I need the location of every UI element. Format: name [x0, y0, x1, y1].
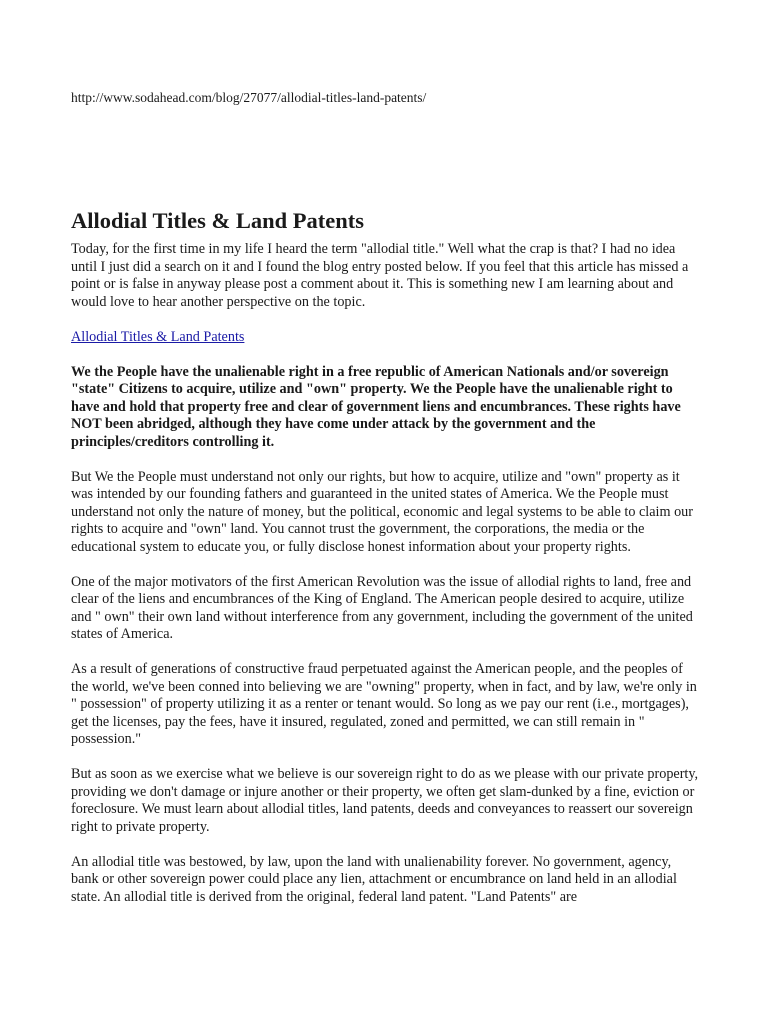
- body-paragraph-3: As a result of generations of constructive fraud perpetuated against the American people, and the peoples of the world, we've been conned into believing we are "owning" property, when in fact, and by law, we're only in " possession" of property utilizing it as a renter or tenant would. So long as we pay our rent (i.e., mortgages), get the licenses, pay the fees, have it insured, regulated, zoned and permitted, we can still remain in " possession.": [71, 661, 697, 747]
- article-link[interactable]: Allodial Titles & Land Patents: [71, 328, 245, 345]
- article-title: Allodial Titles & Land Patents: [71, 208, 364, 233]
- body-paragraph-1: But We the People must understand not only our rights, but how to acquire, utilize and "own" property as it was intended by our founding fathers and guaranteed in the united states of America. We the People must understand not only the nature of money, but the political, economic and legal systems to be able to claim our rights to acquire and "own" land. You cannot trust the government, the corporations, the media or the educational system to educate you, or fully disclose honest information about your property rights.: [71, 468, 693, 555]
- source-url: http://www.sodahead.com/blog/27077/allodial-titles-land-patents/: [71, 90, 427, 105]
- body-paragraph-5: An allodial title was bestowed, by law, upon the land with unalienability forever. No government, agency, bank or other sovereign power could place any lien, attachment or encumbrance on land held in an allodial state. An allodial title is derived from the original, federal land patent. "Land Patents" are: [71, 853, 677, 905]
- body-paragraph-2: One of the major motivators of the first American Revolution was the issue of allodial rights to land, free and clear of the liens and encumbrances of the King of England. The American people desired to acquire, utilize and " own" their own land without interference from any government, including the government of the united states of America.: [71, 573, 693, 642]
- body-paragraph-4: But as soon as we exercise what we believe is our sovereign right to do as we please with our private property, providing we don't damage or injure another or their property, we often get slam-dunked by a fine, eviction or foreclosure. We must learn about allodial titles, land patents, deeds and conveyances to reassert our sovereign right to private property.: [71, 766, 699, 835]
- intro-paragraph: Today, for the first time in my life I heard the term "allodial title." Well what the crap is that? I had no idea until I just did a search on it and I found the blog entry posted below. If you feel that this article has missed a point or is false in anyway please post a comment about it. This is something new I am learning about and would love to hear another perspective on the topic.: [71, 241, 689, 310]
- article-link-line: [71, 329, 701, 347]
- article-body: [71, 241, 701, 924]
- bold-statement: We the People have the unalienable right in a free republic of American Nationals and/or sovereign "state" Citizens to acquire, utilize and "own" property. We the People have the unalienable right to have and hold that property free and clear of government liens and encumbrances. These rights have NOT been abridged, although they have come under attack by the government and the principles/creditors controlling it.: [71, 363, 681, 450]
